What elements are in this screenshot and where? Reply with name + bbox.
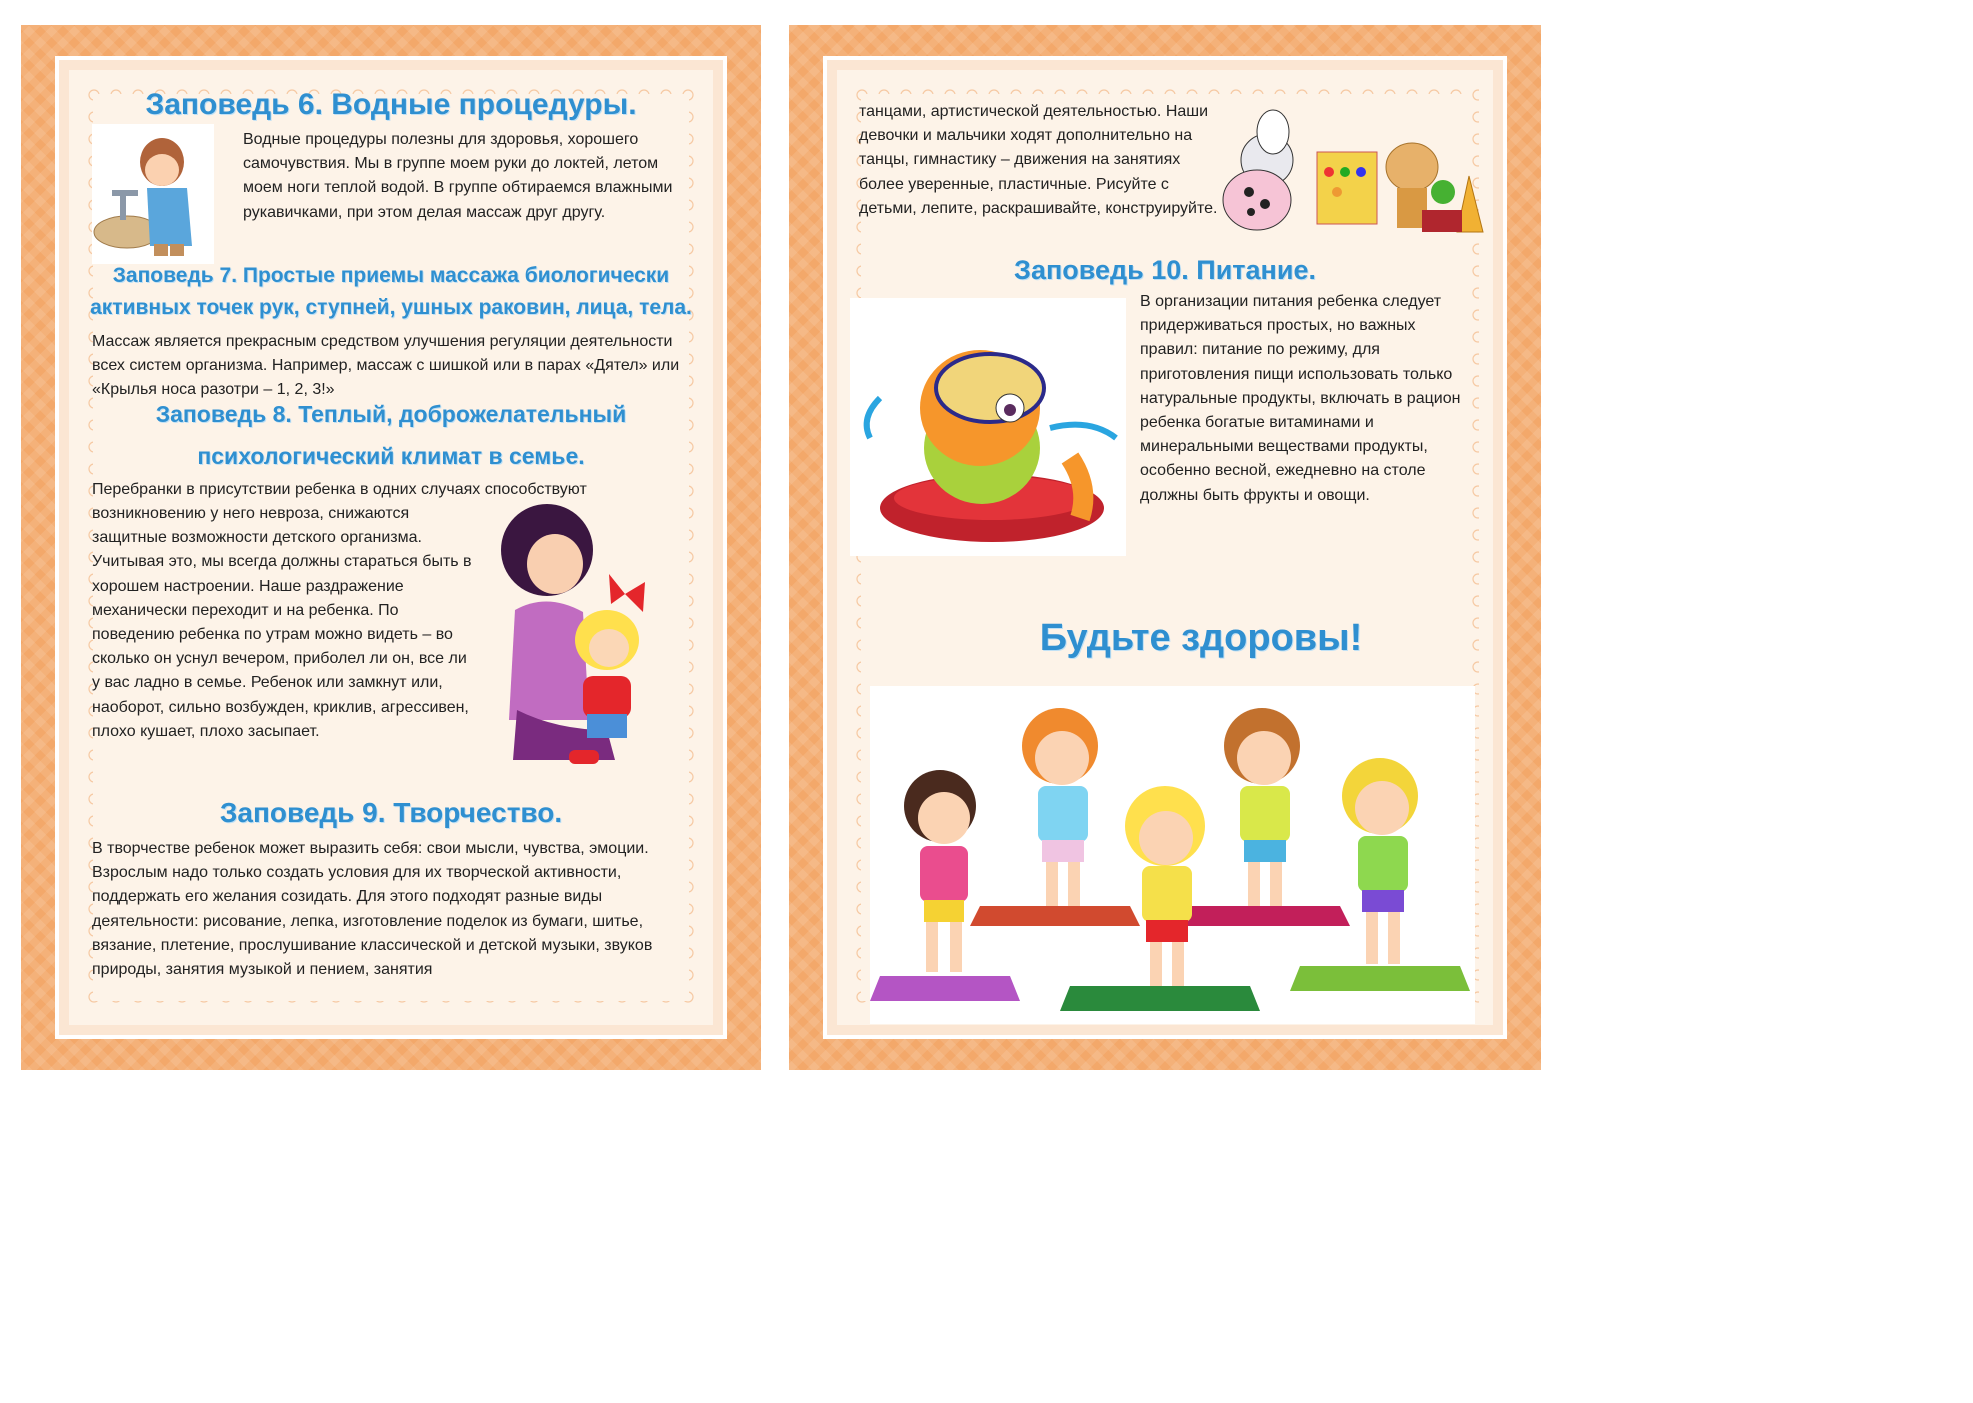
toys-letters-illustration [1207,92,1487,242]
boy-washing-illustration [92,124,214,264]
mother-child-illustration [497,500,675,786]
commandment-9-title: Заповедь 9. Творчество. [219,797,563,828]
commandment-10-title: Заповедь 10. Питание. [1014,255,1316,285]
closing-title: Будьте здоровы! [1039,617,1363,659]
character-bath-illustration [850,298,1126,556]
commandment-9-continued-text: танцами, артистической деятельностью. Наши девочки и мальчики ходят дополнительно на танцы, гимнастику – движения на занятиях более уверенные, пластичные. Рисуйте с детьми, лепите, раскрашивайте, конструируйте. [859,103,1218,217]
left-page [21,25,761,1070]
commandment-10-text: В организации питания ребенка следует придерживаться простых, но важных правил: питание по режиму, для приготовления пищи использовать только натуральные продукты, включать в рацион ребенка богатые витаминами и минеральными веществами продукты, особенно весной, ежедневно на столе должны быть фрукты и овощи. [1140,293,1461,504]
commandment-7-title-line-1: Заповедь 7. Простые приемы массажа биологически [112,264,670,287]
commandment-6-text: Водные процедуры полезны для здоровья, хорошего самочувствия. Мы в группе моем руки до локтей, летом моем ноги теплой водой. В группе обтираемся влажными рукавичками, при этом делая массаж друг другу. [243,131,673,221]
commandment-6-title: Заповедь 6. Водные процедуры. [145,88,637,121]
left-page-paper [69,70,713,1025]
commandment-8-text: возникновению у него невроза, снижаются защитные возможности детского организма. Учитывая это, мы всегда должны стараться быть в хорошем настроении. Наше раздражение механически переходит и на ребенка. По поведению ребенка по утрам можно видеть – во сколько он уснул вечером, приболел ли он, все ли у вас ладно в семье. Ребенок или замкнут или, наоборот, сильно возбужден, криклив, агрессивен, плохо кушает, плохо засыпает. [92,505,472,740]
children-exercise-illustration [870,686,1475,1024]
commandment-7-text: Массаж является прекрасным средством улучшения регуляции деятельности всех систем организма. Например, массаж с шишкой или в парах «Дятел» или «Крылья носа разотри – 1, 2, 3!» [92,333,680,399]
right-page [789,25,1541,1070]
commandment-8-title-line-2: психологический климат в семье. [197,443,585,469]
commandment-8-text-first-line: Перебранки в присутствии ребенка в одних случаях способствуют [92,481,587,498]
right-page-paper [837,70,1493,1025]
commandment-8-title-line-1: Заповедь 8. Теплый, доброжелательный [155,401,627,427]
commandment-9-text: В творчестве ребенок может выразить себя: свои мысли, чувства, эмоции. Взрослым надо только создать условия для их творческой активности, поддержать его желания созидать. Для этого подходят разные виды деятельности: рисование, лепка, изготовление поделок из бумаги, шитье, вязание, плетение, прослушивание классической и детской музыки, звуков природы, занятия музыкой и пением, занятия [92,840,653,979]
commandment-7-title-line-2: активных точек рук, ступней, ушных раковин, лица, тела. [90,296,692,319]
